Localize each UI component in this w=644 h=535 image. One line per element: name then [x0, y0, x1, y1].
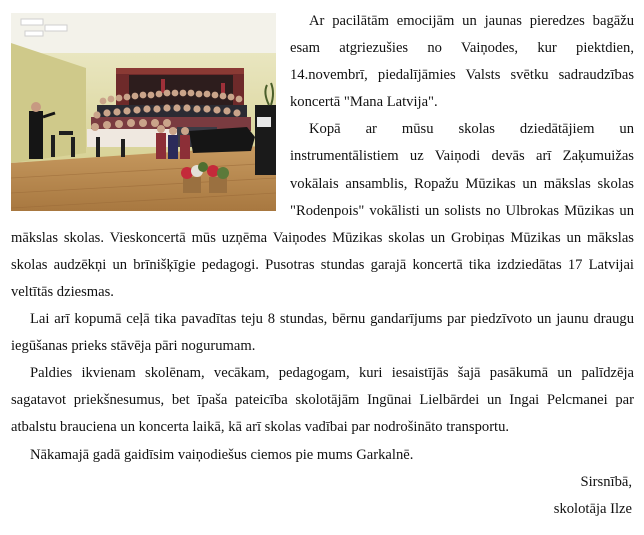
paragraph-participants: Kopā ar mūsu skolas dziedātājiem un instrumentālistiem uz Vaiņodi devās arī Zaķumuižas vokālais ansamblis, Ropažu Mūzikas un mākslas skolas "Rodenpois" vokālisti un solists no Ulbrokas Mūzikas un mākslas skolas. Vieskoncertā mūs uzņēma Vaiņodes Mūzikas skolas un Grobiņas Mūzikas un mākslas skolas audzēkņi un brīnišķīgie pedagogi. Pusotras stundas garajā koncertā tika izdziedātas 17 Latvijai veltītās dziesmas.	[11, 121, 634, 300]
article	[11, 8, 634, 523]
paragraph-next-year: Nākamajā gadā gaidīsim vaiņodiešus ciemos pie mums Garkalnē.	[30, 446, 414, 463]
signoff-greeting: Sirsnībā,	[580, 473, 632, 490]
paragraph-thanks: Paldies ikvienam skolēnam, vecākam, pedagogam, kuri iesaistījās šajā pasākumā un palīdzēja sagatavot priekšnesumus, bet īpaša pateicība skolotājām Ingūnai Lielbārdei un Ingai Pelcmanei par atbalstu brauciena un koncerta laikā, kā arī skolas vadībai par nodrošināto transportu.	[11, 365, 634, 436]
concert-photo	[11, 13, 276, 211]
concert-photo-icon	[11, 13, 276, 211]
paragraph-journey: Lai arī kopumā ceļā tika pavadītas teju 8 stundas, bērnu gandarījums par piedzīvoto un jaunu draugu iegūšanas prieks stāvēja pāri nogurumam.	[11, 311, 634, 355]
paragraph-intro: Ar pacilātām emocijām un jaunas pieredzes bagāžu esam atgriezušies no Vaiņodes, kur piektdien, 14.novembrī, piedalījāmies Valsts svētku sadraudzības koncertā "Mana Latvija".	[290, 13, 634, 111]
signoff-author: skolotāja Ilze	[553, 500, 632, 517]
